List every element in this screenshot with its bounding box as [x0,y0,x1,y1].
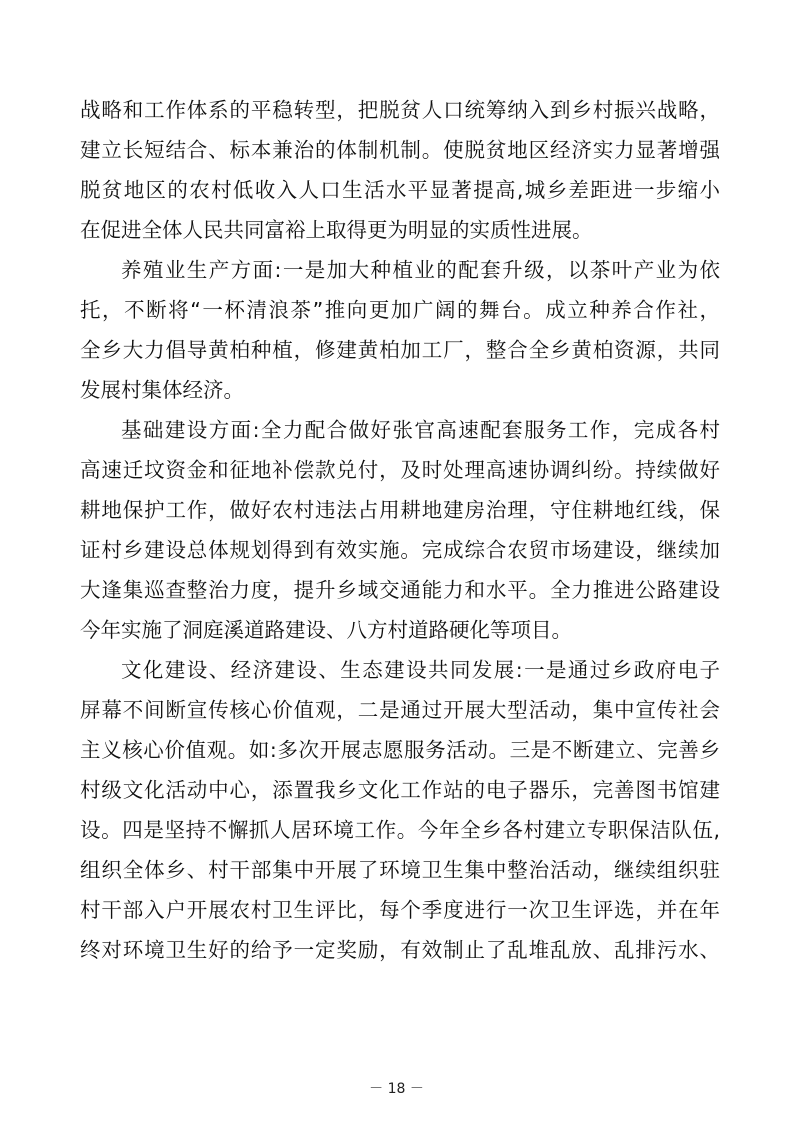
text-line: 基础建设方面:全力配合做好张官高速配套服务工作，完成各村 [121,418,720,442]
text-line: 养殖业生产方面:一是加大种植业的配套升级，以茶叶产业为依 [121,258,720,282]
text-line: 文化建设、经济建设、生态建设共同发展:一是通过乡政府电子 [121,658,720,682]
text-line: 战略和工作体系的平稳转型，把脱贫人口统筹纳入到乡村振兴战略， [80,98,720,122]
text-line: 村干部入户开展农村卫生评比，每个季度进行一次卫生评选，并在年 [80,898,720,922]
text-line: 全乡大力倡导黄柏种植，修建黄柏加工厂，整合全乡黄柏资源，共同 [80,338,720,362]
paragraph [80,250,720,410]
text-line: 屏幕不间断宣传核心价值观，二是通过开展大型活动，集中宣传社会 [80,698,720,722]
text-line: 托，不断将“一杯清浪茶”推向更加广阔的舞台。成立种养合作社， [80,298,720,322]
page-number: － 18 － [369,1081,424,1097]
paragraph [80,90,720,250]
text-line: 终对环境卫生好的给予一定奖励，有效制止了乱堆乱放、乱排污水、 [80,938,720,962]
paragraph [80,410,720,650]
body-text [80,90,720,970]
text-line: 组织全体乡、村干部集中开展了环境卫生集中整治活动，继续组织驻 [80,858,720,882]
text-line: 今年实施了洞庭溪道路建设、八方村道路硬化等项目。 [80,618,572,642]
text-line: 建立长短结合、标本兼治的体制机制。使脱贫地区经济实力显著增强 [80,138,720,162]
text-line: 发展村集体经济。 [80,378,244,402]
text-line: 证村乡建设总体规划得到有效实施。完成综合农贸市场建设，继续加 [80,538,720,562]
paragraph [80,650,720,970]
text-line: 高速迁坟资金和征地补偿款兑付，及时处理高速协调纠纷。持续做好 [80,458,720,482]
text-line: 大逢集巡查整治力度，提升乡域交通能力和水平。全力推进公路建设 [80,578,720,602]
text-line: 在促进全体人民共同富裕上取得更为明显的实质性进展。 [80,218,593,242]
text-line: 村级文化活动中心，添置我乡文化工作站的电子器乐，完善图书馆建 [80,778,720,802]
text-line: 设。四是坚持不懈抓人居环境工作。今年全乡各村建立专职保洁队伍, [80,818,720,842]
text-line: 主义核心价值观。如:多次开展志愿服务活动。三是不断建立、完善乡 [80,738,720,762]
text-line: 耕地保护工作，做好农村违法占用耕地建房治理，守住耕地红线，保 [80,498,720,522]
text-line: 脱贫地区的农村低收入人口生活水平显著提高,城乡差距进一步缩小 [80,178,720,202]
